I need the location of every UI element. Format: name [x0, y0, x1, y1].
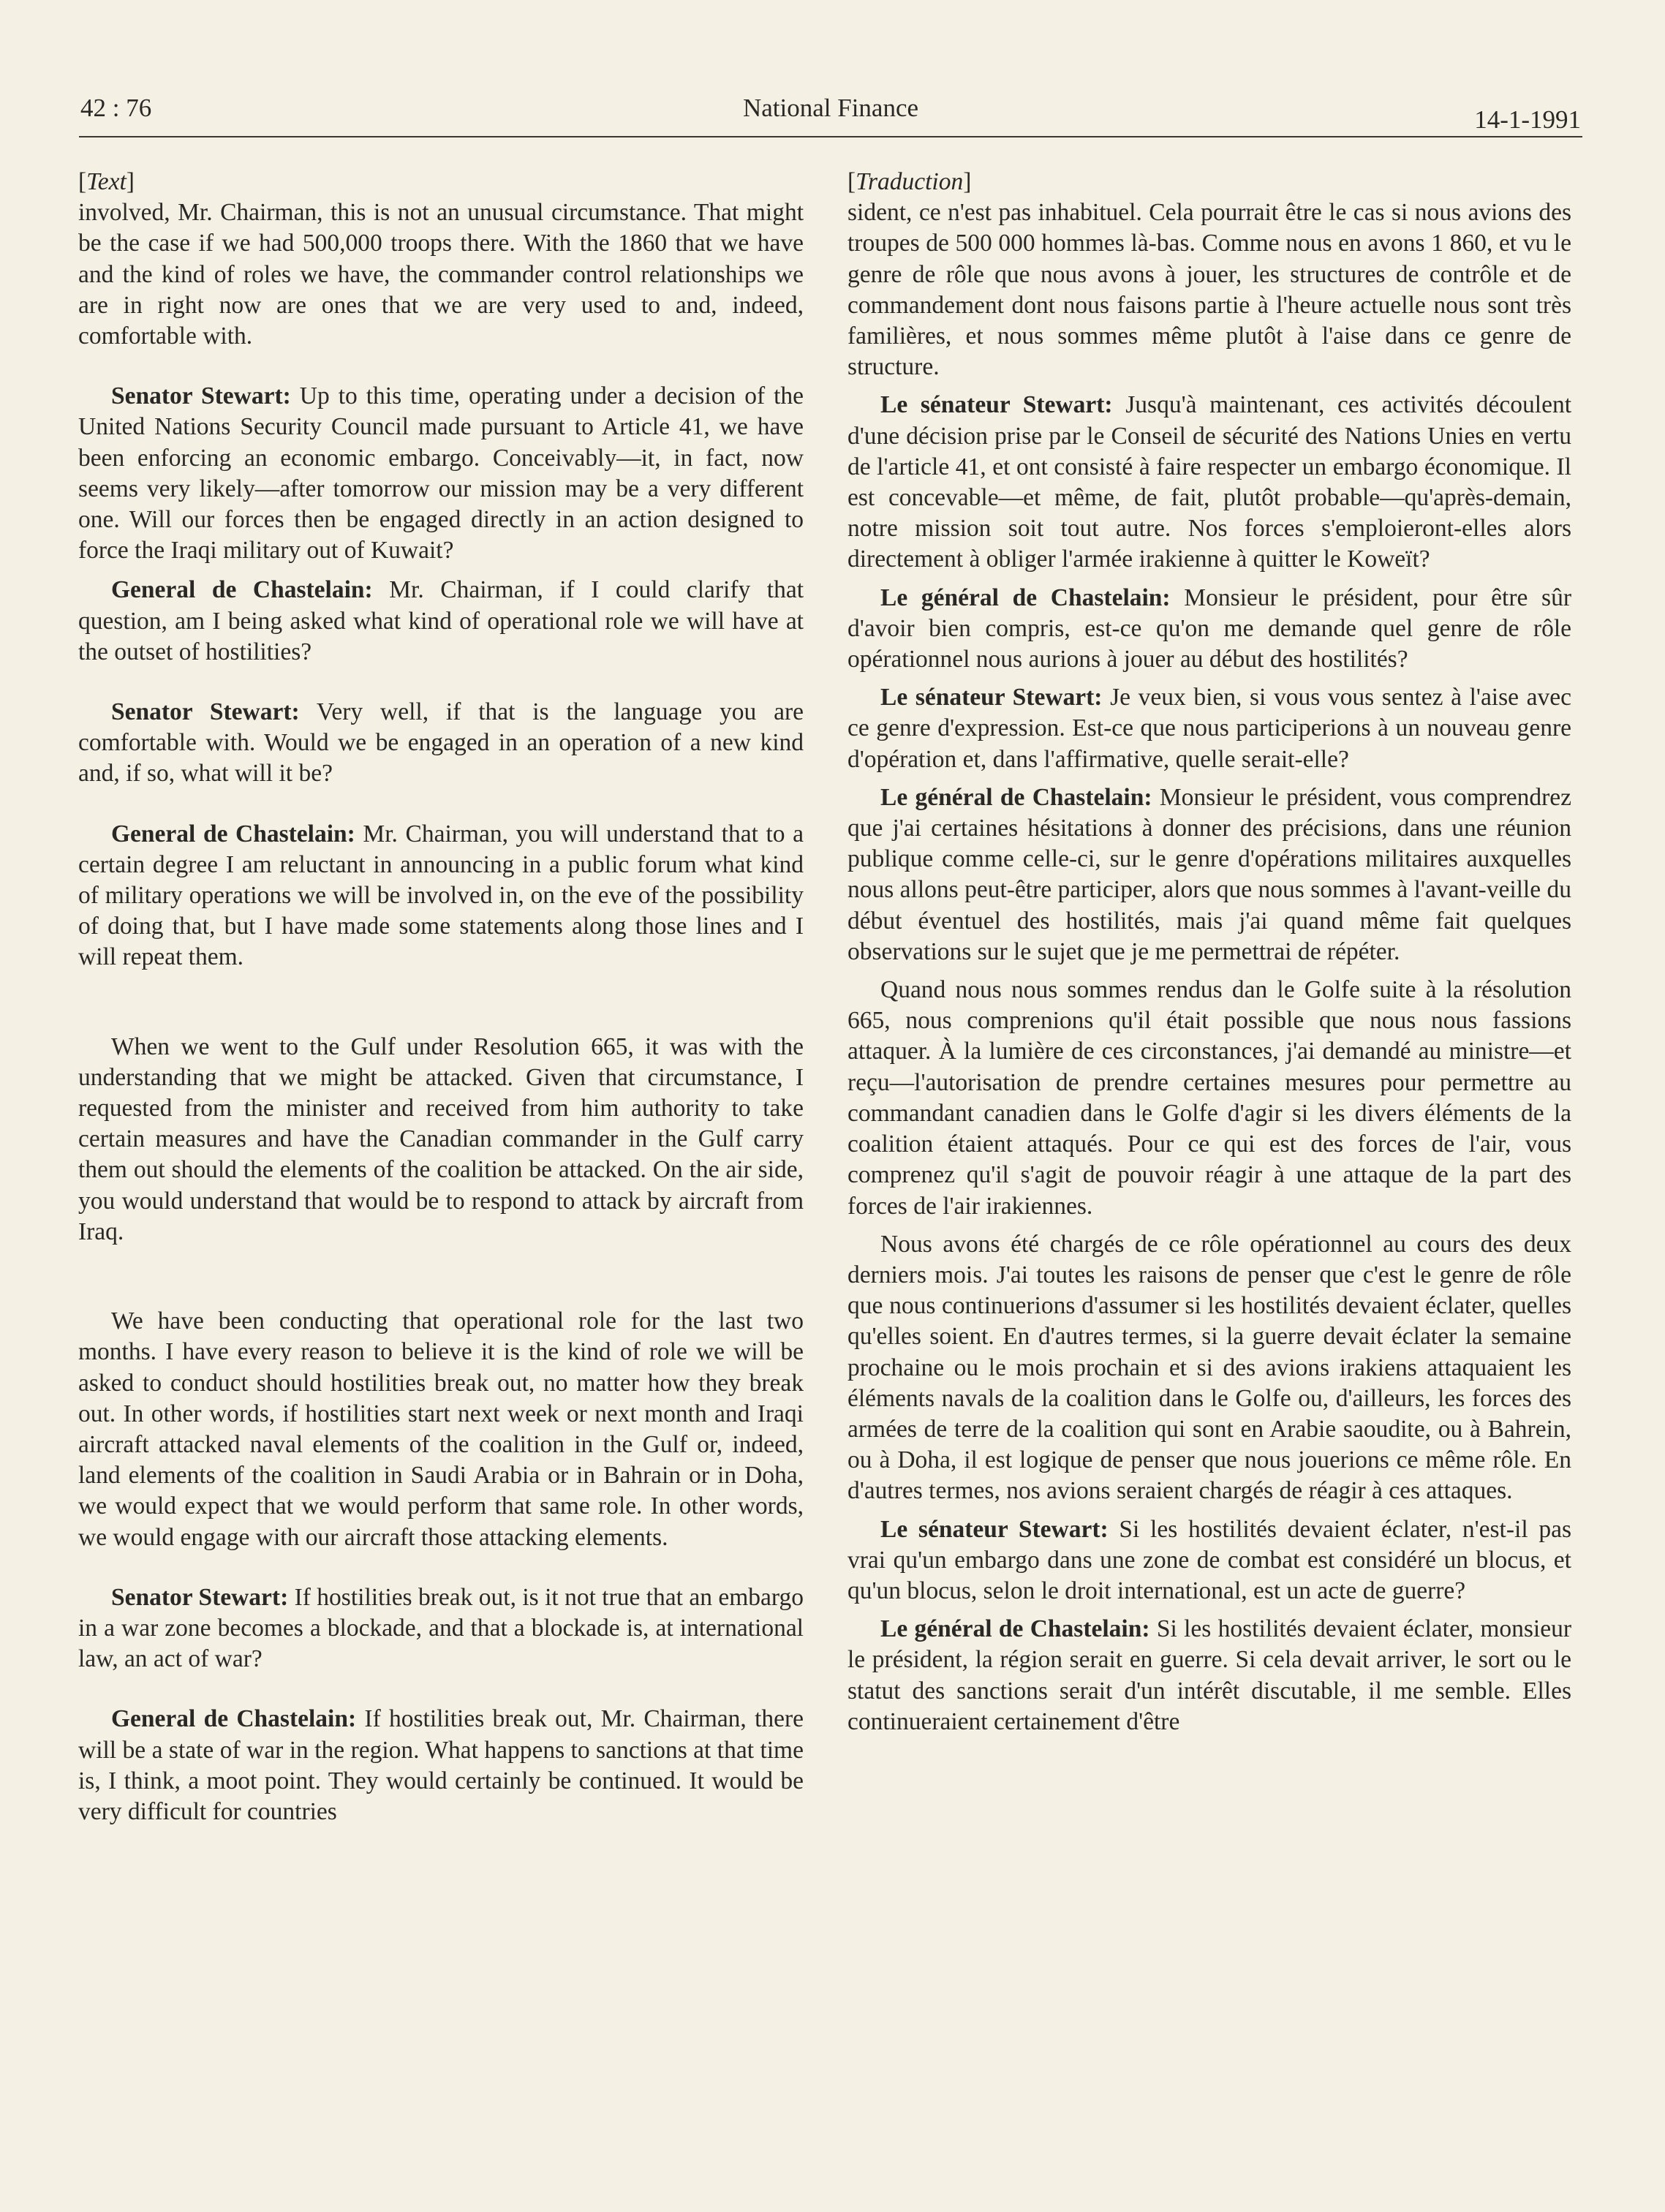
paragraph-text: Monsieur le président, pour être sûr d'avoir bien compris, est-ce qu'on me demande quel genre de rôle opérationnel nous aurions à jouer au début des hostilités?: [847, 584, 1571, 673]
paragraph-text: Up to this time, operating under a decision of the United Nations Security Council made pursuant to Article 41, we have been enforcing an economic embargo. Conceivably—it, in fact, now seems very likely—after tomorrow our mission may be a very different one. Will our forces then be engaged directly in an action designed to force the Iraqi military out of Kuwait?: [78, 382, 804, 565]
paragraph: [78, 381, 804, 566]
paragraph: [847, 583, 1571, 676]
paragraph-text: Si les hostilités devaient éclater, n'est-il pas vrai qu'un embargo dans une zone de combat est considéré un blocus, et qu'un blocus, selon le droit international, est un acte de guerre?: [847, 1515, 1572, 1604]
paragraph: [847, 975, 1571, 1222]
paragraph: [78, 697, 804, 790]
page-number: 42 : 76: [80, 94, 152, 122]
paragraph-text: Very well, if that is the language you are comfortable with. Would we be engaged in an operation of a new kind and, if so, what will it be?: [78, 698, 804, 788]
speaker-label: Le sénateur Stewart:: [880, 391, 1113, 419]
paragraph-text: sident, ce n'est pas inhabituel. Cela pourrait être le cas si nous avions des troupes de 500 000 hommes là-bas. Comme nous en avons 1 860, et vu le genre de rôle que nous avons à jouer, les structures de contrôle et de commandement dont nous faisons partie à l'heure actuelle nous sont très familières, et nous sommes même plutôt à l'aise dans ce genre de structure.: [847, 199, 1571, 381]
speaker-label: Le général de Chastelain:: [880, 584, 1171, 611]
paragraph: [78, 1306, 804, 1553]
publication-title: National Finance: [742, 94, 919, 122]
speaker-label: Le général de Chastelain:: [880, 783, 1152, 811]
paragraph: [847, 197, 1571, 382]
paragraph-text: involved, Mr. Chairman, this is not an unusual circumstance. That might be the case if we had 500,000 troops there. With the 1860 that we have and the kind of roles we have, the commander control relationships we are in right now are ones that we are very used to and, indeed, comfortable with.: [78, 199, 804, 350]
paragraph: [78, 1582, 804, 1675]
speaker-label: Le général de Chastelain:: [880, 1615, 1150, 1643]
paragraph-text: Jusqu'à maintenant, ces activités découlent d'une décision prise par le Conseil de sécurité des Nations Unies en vertu de l'article 41, et ont consisté à faire respecter un embargo économique. Il est concevable—et même, de fait, plutôt probable—qu'après-demain, notre mission soit tout autre. Nos forces s'emploieront-elles alors directement à obliger l'armée irakienne à quitter le Koweït?: [847, 391, 1572, 573]
speaker-label: General de Chastelain:: [111, 820, 355, 848]
paragraph-text: Je veux bien, si vous vous sentez à l'aise avec ce genre d'expression. Est-ce que nous participerions à un nouveau genre d'opération et, dans l'affirmative, quelle serait-elle?: [847, 684, 1572, 773]
paragraph: [78, 1032, 804, 1247]
paragraph-text: If hostilities break out, is it not true that an embargo in a war zone becomes a blockade, and that a blockade is, at international law, an act of war?: [78, 1583, 804, 1673]
english-column: [78, 167, 804, 1827]
page-header: [80, 88, 1581, 139]
column-tag-traduction: [ Traduction ]: [847, 167, 1571, 197]
speaker-label: Senator Stewart:: [111, 1583, 289, 1611]
paragraph-text: We have been conducting that operational role for the last two months. I have every reason to believe it is the kind of role we will be asked to conduct should hostilities break out, no matter how they break out. In other words, if hostilities start next week or next month and Iraqi aircraft attacked naval elements of the coalition in the Gulf or, indeed, land elements of the coalition in Saudi Arabia or in Bahrain or in Doha, we would expect that we would perform that same role. In other words, we would engage with our aircraft those attacking elements.: [78, 1307, 804, 1551]
speaker-label: General de Chastelain:: [111, 1705, 357, 1733]
publication-date: 14-1-1991: [1474, 105, 1581, 134]
paragraph-text: Nous avons été chargés de ce rôle opérationnel au cours des deux derniers mois. J'ai toutes les raisons de penser que c'est le genre de rôle que nous continuerions d'assumer si les hostilités devaient éclater, quelles qu'elles soient. En d'autres termes, si la guerre devait éclater la semaine prochaine ou le mois prochain et si des avions irakiens attaquaient les éléments navals de la coalition dans le Golfe ou, d'ailleurs, les forces des armées de terre de la coalition qui sont en Arabie saoudite, ou à Bahrein, ou à Doha, il est logique de penser que nous jouerions ce même rôle. En d'autres termes, nos avions seraient chargés de réagir à ces attaques.: [847, 1230, 1571, 1505]
paragraph-text: Mr. Chairman, if I could clarify that question, am I being asked what kind of operational role we will have at the outset of hostilities?: [78, 576, 804, 665]
paragraph-text: If hostilities break out, Mr. Chairman, there will be a state of war in the region. What happens to sanctions at that time is, I think, a moot point. They would certainly be continued. It would be very difficult for countries: [78, 1705, 804, 1825]
speaker-label: General de Chastelain:: [111, 576, 373, 604]
paragraph: [78, 575, 804, 668]
paragraph: [847, 682, 1571, 775]
paragraph: [847, 390, 1571, 575]
paragraph: [847, 1514, 1571, 1607]
paragraph: [847, 782, 1571, 967]
paragraph: [78, 819, 804, 973]
paragraph: [78, 197, 804, 352]
paragraph: [78, 1704, 804, 1827]
speaker-label: Senator Stewart:: [111, 698, 300, 726]
paragraph-text: Monsieur le président, vous comprendrez que j'ai certaines hésitations à donner des précisions, dans une réunion publique comme celle-ci, sur le genre d'opérations militaires auxquelles nous allons peut-être participer, alors que nous sommes à l'avant-veille du début éventuel des hostilités, mais j'ai quand même fait quelques observations sur le sujet que je me permettrai de répéter.: [847, 783, 1572, 965]
paragraph: [847, 1614, 1571, 1737]
paragraph-text: When we went to the Gulf under Resolution 665, it was with the understanding that we might be attacked. Given that circumstance, I requested from the minister and received from him authority to take certain measures and have the Canadian commander in the Gulf carry them out should the elements of the coalition be attacked. On the air side, you would understand that would be to respond to attack by aircraft from Iraq.: [78, 1033, 804, 1245]
speaker-label: Le sénateur Stewart:: [880, 684, 1103, 711]
french-column: [847, 167, 1571, 1737]
paragraph-text: Mr. Chairman, you will understand that to a certain degree I am reluctant in announcing in a public forum what kind of military operations we will be involved in, on the eve of the possibility of doing that, but I have made some statements along those lines and I will repeat them.: [78, 820, 804, 971]
paragraph: [847, 1229, 1571, 1507]
header-rule: [79, 136, 1582, 137]
paragraph-text: Quand nous nous sommes rendus dan le Golfe suite à la résolution 665, nous comprenions qu'il était possible que nous nous fassions attaquer. À la lumière de ces circonstances, j'ai demandé au ministre—et reçu—l'autorisation de prendre certaines mesures pour permettre au commandant canadien dans le Golfe d'agir si les divers éléments de la coalition étaient attaqués. Pour ce qui est des forces de l'air, vous comprenez qu'il s'agit de pouvoir réagir à une attaque de la part des forces de l'air irakiennes.: [847, 976, 1571, 1220]
paragraph-text: Si les hostilités devaient éclater, monsieur le président, la région serait en guerre. Si cela devait arriver, le sort ou le statut des sanctions serait d'un intérêt discutable, il me semble. Elles continueraient certainement d'être: [847, 1615, 1572, 1735]
speaker-label: Le sénateur Stewart:: [880, 1515, 1109, 1543]
column-tag-text: [ Text ]: [78, 167, 804, 197]
speaker-label: Senator Stewart:: [111, 382, 291, 410]
